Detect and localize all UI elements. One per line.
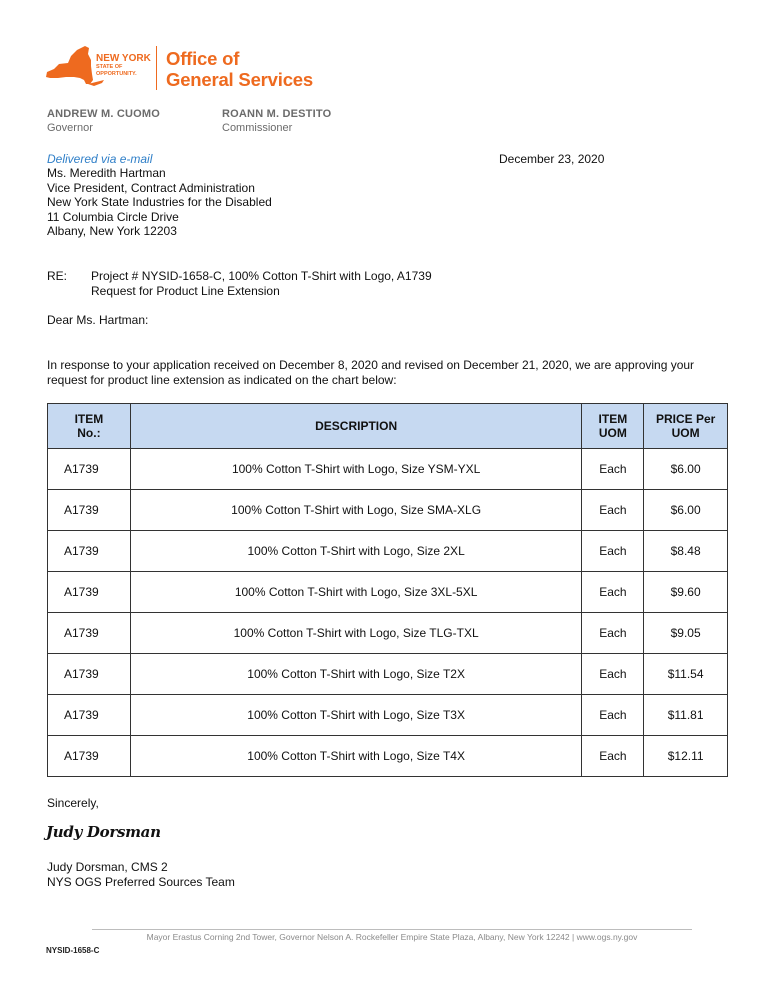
cell-item-no: A1739 bbox=[48, 736, 131, 777]
ogs-line2: General Services bbox=[166, 69, 313, 90]
cell-price: $6.00 bbox=[644, 490, 728, 531]
recipient-title: Vice President, Contract Administration bbox=[47, 180, 255, 195]
governor-name: ANDREW M. CUOMO bbox=[47, 108, 160, 120]
table-row bbox=[48, 572, 728, 613]
cell-price: $11.54 bbox=[644, 654, 728, 695]
table-row bbox=[48, 613, 728, 654]
salutation: Dear Ms. Hartman: bbox=[47, 313, 149, 327]
table-row bbox=[48, 449, 728, 490]
cell-price: $9.05 bbox=[644, 613, 728, 654]
cell-description: 100% Cotton T-Shirt with Logo, Size TLG-TXL bbox=[130, 613, 582, 654]
footer-address: Mayor Erastus Corning 2nd Tower, Governor Nelson A. Rockefeller Empire State Plaza, Albany, New York 12242 | www.ogs.ny.gov bbox=[146, 932, 638, 942]
cell-uom: Each bbox=[582, 654, 644, 695]
header-description: DESCRIPTION bbox=[130, 404, 582, 449]
cell-item-no: A1739 bbox=[48, 531, 131, 572]
re-label: RE: bbox=[47, 269, 68, 283]
table-row bbox=[48, 490, 728, 531]
cell-price: $8.48 bbox=[644, 531, 728, 572]
cell-description: 100% Cotton T-Shirt with Logo, Size 2XL bbox=[130, 531, 582, 572]
closing: Sincerely, bbox=[47, 796, 99, 810]
re-subject bbox=[91, 269, 432, 298]
governor-block bbox=[47, 107, 160, 135]
signature: Judy Dorsman bbox=[46, 823, 161, 841]
signer-name: Judy Dorsman, CMS 2 bbox=[47, 860, 168, 874]
cell-item-no: A1739 bbox=[48, 490, 131, 531]
letterhead-logo bbox=[44, 44, 344, 96]
re-line1: Project # NYSID-1658-C, 100% Cotton T-Shirt with Logo, A1739 bbox=[91, 269, 432, 283]
signer-block bbox=[47, 860, 235, 889]
ogs-wordmark bbox=[166, 48, 313, 90]
table-header-row bbox=[48, 404, 728, 449]
logo-divider bbox=[156, 46, 157, 90]
nys-line2: STATE OF bbox=[96, 64, 123, 70]
cell-item-no: A1739 bbox=[48, 572, 131, 613]
cell-description: 100% Cotton T-Shirt with Logo, Size 3XL-5XL bbox=[130, 572, 582, 613]
header-item-uom: ITEM UOM bbox=[582, 404, 644, 449]
cell-uom: Each bbox=[582, 449, 644, 490]
re-line2: Request for Product Line Extension bbox=[91, 283, 280, 298]
table-row bbox=[48, 736, 728, 777]
cell-uom: Each bbox=[582, 490, 644, 531]
ogs-line1: Office of bbox=[166, 48, 240, 69]
cell-uom: Each bbox=[582, 736, 644, 777]
cell-description: 100% Cotton T-Shirt with Logo, Size T4X bbox=[130, 736, 582, 777]
cell-price: $12.11 bbox=[644, 736, 728, 777]
footer-divider bbox=[92, 929, 692, 930]
signer-team: NYS OGS Preferred Sources Team bbox=[47, 874, 235, 889]
cell-description: 100% Cotton T-Shirt with Logo, Size YSM-YXL bbox=[130, 449, 582, 490]
cell-uom: Each bbox=[582, 531, 644, 572]
recipient-street: 11 Columbia Circle Drive bbox=[47, 209, 179, 224]
body-paragraph bbox=[47, 358, 694, 387]
cell-description: 100% Cotton T-Shirt with Logo, Size T2X bbox=[130, 654, 582, 695]
governor-title: Governor bbox=[47, 122, 93, 134]
delivery-method: Delivered via e-mail bbox=[47, 152, 153, 166]
cell-price: $6.00 bbox=[644, 449, 728, 490]
letter-date: December 23, 2020 bbox=[499, 152, 605, 166]
cell-uom: Each bbox=[582, 613, 644, 654]
cell-uom: Each bbox=[582, 572, 644, 613]
table-row bbox=[48, 695, 728, 736]
cell-uom: Each bbox=[582, 695, 644, 736]
nys-wordmark bbox=[96, 54, 151, 77]
cell-item-no: A1739 bbox=[48, 695, 131, 736]
cell-item-no: A1739 bbox=[48, 654, 131, 695]
cell-item-no: A1739 bbox=[48, 613, 131, 654]
product-table bbox=[47, 403, 728, 777]
recipient-address bbox=[47, 166, 272, 239]
cell-item-no: A1739 bbox=[48, 449, 131, 490]
commissioner-name: ROANN M. DESTITO bbox=[222, 108, 332, 120]
recipient-org: New York State Industries for the Disabled bbox=[47, 195, 272, 209]
nys-line3: OPPORTUNITY. bbox=[96, 70, 137, 77]
cell-price: $11.81 bbox=[644, 695, 728, 736]
body-line2: request for product line extension as indicated on the chart below: bbox=[47, 372, 397, 387]
commissioner-block bbox=[222, 107, 331, 135]
header-price: PRICE Per UOM bbox=[644, 404, 728, 449]
cell-price: $9.60 bbox=[644, 572, 728, 613]
table-row bbox=[48, 654, 728, 695]
commissioner-title: Commissioner bbox=[222, 122, 293, 134]
table-row bbox=[48, 531, 728, 572]
recipient-city: Albany, New York 12203 bbox=[47, 224, 177, 238]
header-item-no: ITEM No.: bbox=[48, 404, 131, 449]
cell-description: 100% Cotton T-Shirt with Logo, Size SMA-XLG bbox=[130, 490, 582, 531]
recipient-name: Ms. Meredith Hartman bbox=[47, 166, 166, 180]
nys-line1: NEW YORK bbox=[96, 53, 151, 64]
cell-description: 100% Cotton T-Shirt with Logo, Size T3X bbox=[130, 695, 582, 736]
document-id: NYSID-1658-C bbox=[46, 946, 100, 955]
body-line1: In response to your application received on December 8, 2020 and revised on December 21, 2020, we are approving your bbox=[47, 358, 695, 372]
